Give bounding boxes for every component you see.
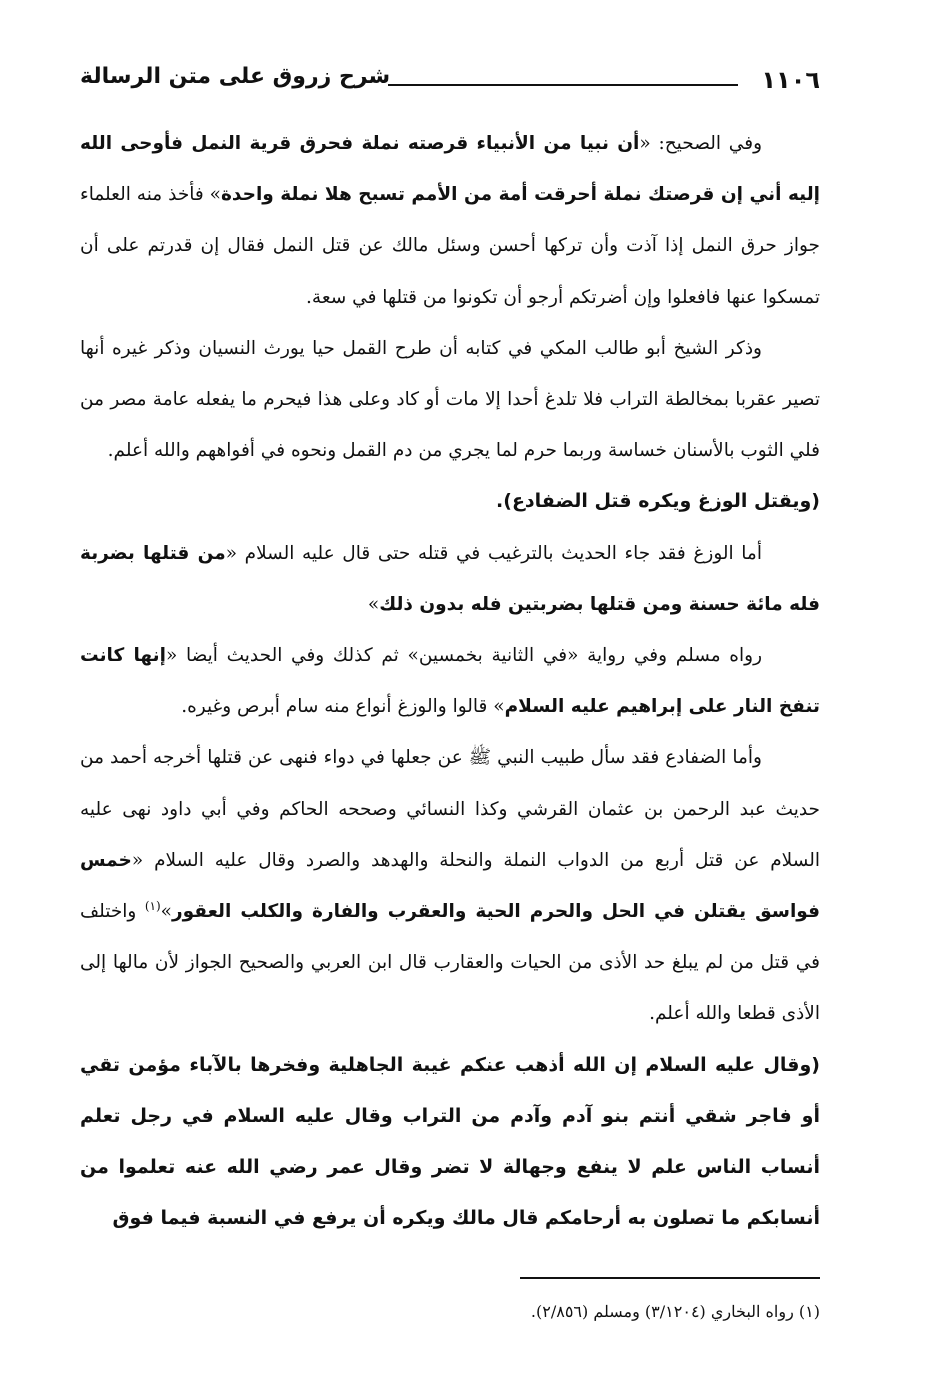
paragraph-1-text-a: وفي الصحيح: « xyxy=(639,133,763,154)
paragraph-2 xyxy=(80,323,820,477)
paragraph-4-text-b: » قالوا والوزغ أنواع منه سام أبرص وغيره. xyxy=(181,696,505,718)
paragraph-4-text-a: رواه مسلم وفي رواية «في الثانية بخمسين» ثم كذلك وفي الحديث أيضا « xyxy=(165,645,762,667)
matn-gecko-frogs: (ويقتل الوزغ ويكره قتل الضفادع). xyxy=(496,490,820,513)
hadith-ant-quote: أن نبيا من الأنبياء قرصته نملة فحرق قرية النمل فأوحى الله إليه أني إن قرصتك نملة أحرقت أمة من الأمم تسبح هلا نملة واحدة xyxy=(80,133,821,206)
matn-lineage: (وقال عليه السلام إن الله أذهب عنكم غيبة الجاهلية وفخرها بالآباء مؤمن تقي أو فاجر شقي أنتم بنو آدم وآدم من التراب وقال عليه السلام في رجل تعلم أنساب الناس علم لا ينفع وجهالة لا تضر وقال عمر رضي الله عنه تعلموا من أنسابكم ما تصلون به أرحامكم قال مالك ويكره أن يرفع في النسبة فيما فوق xyxy=(80,1053,820,1230)
paragraph-4 xyxy=(80,630,820,732)
paragraph-1-text-b: » فأخذ منه العلماء جواز حرق النمل إذا آذت وأن تركها أحسن وسئل مالك عن قتل النمل فقال إن قدرتم على أن تمسكوا عنها فافعلوا وإن أضرتكم أرجو أن تكونوا من قتلها في سعة. xyxy=(80,184,820,308)
hadith-five-creatures-quote: خمس فواسق يقتلن في الحل والحرم الحية والعقرب والفارة والكلب العقور xyxy=(80,849,820,923)
paragraph-3-text-a: أما الوزغ فقد جاء الحديث بالترغيب في قتله حتى قال عليه السلام « xyxy=(225,542,762,564)
hadith-ibrahim-quote: إنها كانت تنفخ النار على إبراهيم عليه السلام xyxy=(80,645,820,718)
hadith-gecko-quote: من قتلها بضربة فله مائة حسنة ومن قتلها بضربتين فله بدون ذلك xyxy=(80,542,820,615)
paragraph-5-text-a: وأما الضفادع فقد سأل طبيب النبي ﷺ عن جعلها في دواء فنهى عن قتلها أخرجه أحمد من حديث عبد الرحمن بن عثمان القرشي وكذا النسائي وصححه الحاكم وفي أبي داود نهى عليه السلام عن قتل أربع من الدواب النملة والنحلة والهدهد والصرد وقال عليه السلام « xyxy=(80,747,820,871)
paragraph-5-text-b: » xyxy=(160,901,172,923)
paragraph-5-text-c: واختلف في قتل من لم يبلغ حد الأذى من الحيات والعقارب قال ابن العربي والصحيح الجواز لأن مالها إلى الأذى قطعا والله أعلم. xyxy=(80,901,820,1025)
paragraph-3 xyxy=(80,528,820,630)
running-title: شرح زروق على متن الرسالة xyxy=(80,64,391,89)
footnote-marker[interactable]: (١) xyxy=(144,898,161,913)
body-text xyxy=(80,118,820,1244)
paragraph-3-text-b: » xyxy=(367,593,380,615)
header-rule xyxy=(388,84,738,86)
page-number: ١١٠٦ xyxy=(761,66,820,94)
page-header xyxy=(80,60,820,110)
footnote-rule xyxy=(520,1277,820,1279)
paragraph-2-text: وذكر الشيخ أبو طالب المكي في كتابه أن طرح القمل حيا يورث النسيان وذكر غيره أنها تصير عقربا بمخالطة التراب فلا تلدغ أحدا إلا مات أو كاد وعلى هذا فيحرم ما يفعله عامة مصر من فلي الثوب بالأسنان خساسة وربما حرم لما يجري من دم القمل ونحوه في أفواههم والله أعلم. xyxy=(80,337,820,462)
footnote: (١) رواه البخاري (٣/١٢٠٤) ومسلم (٢/٨٥٦). xyxy=(530,1302,820,1321)
paragraph-1 xyxy=(80,118,820,323)
paragraph-5 xyxy=(80,732,820,1039)
